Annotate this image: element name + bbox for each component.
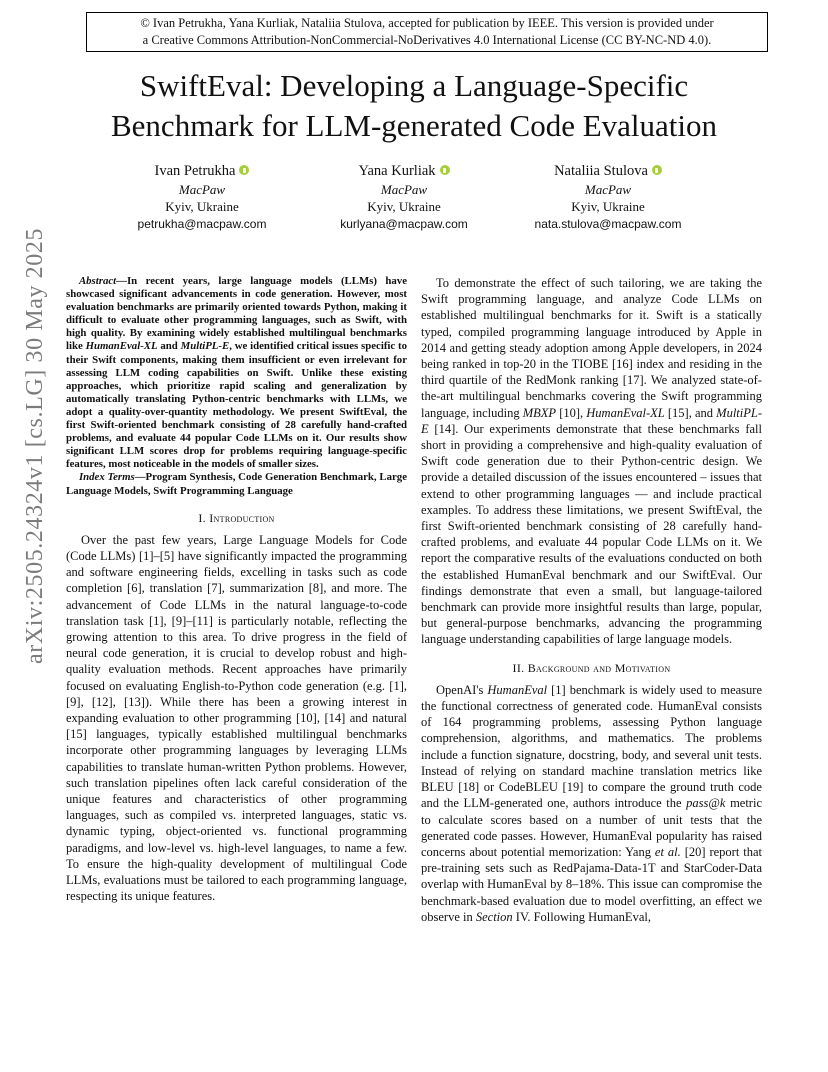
author-affiliation: MacPaw [380,181,428,197]
author-name: Ivan Petrukha [154,163,236,179]
section-heading-background: II. Background and Motivation [512,660,671,675]
title-line-1: SwiftEval: Developing a Language-Specific [139,68,689,103]
author-affiliation: MacPaw [584,181,632,197]
author-email[interactable]: nata.stulova@macpaw.com [534,216,682,231]
arxiv-identifier: arXiv:2505.24324v1 [cs.LG] 30 May 2025 [22,227,48,664]
license-line-2: a Creative Commons Attribution-NonCommercial-NoDerivatives 4.0 International License (CC BY-NC-ND 4.0). [142,33,712,47]
abstract-label: Abstract [78,275,117,287]
author-2 [304,162,504,233]
right-column [421,275,762,925]
title-line-2: Benchmark for LLM-generated Code Evaluation [111,108,717,143]
orcid-icon[interactable] [239,165,249,175]
intro-paragraph: Over the past few years, Large Language Models for Code (Code LLMs) [1]–[5] have significantly impacted the programming and software engineering fields, excelling in tasks such as code completion [6], translation [7], summarization [8], and more. The advancement of Code LLMs in the natural language-to-code translation task [1], [9]–[11] is particularly notable, reflecting the growing attention to this area. To drive progress in the field of neural code generation, it is crucial to develop robust and high-quality evaluation methods. Recent approaches have primarily focused on evaluating English-to-Python code generation (e.g. [1], [9], [12], [13]). While there has been a growing interest in expanding evaluation to other programming [10], [14] and natural [15] languages, typically established multilingual benchmarks incorporate other programming languages by leveraging LLMs capabilities to translate human-written Python problems. However, such translation pipelines often lack careful consideration of the unique features and characteristics of other programming languages, such as compiled vs. interpreted languages, static vs. dynamic typing, object-oriented vs. functional programming paradigms, and low-level vs. high-level languages, to name a few. To ensure the high-quality development of multilingual Code LLMs, evaluations must be tailored to each programming language, respecting its unique features. [66,532,407,904]
paper-title [0,66,828,146]
author-1 [102,162,302,233]
intro-paragraph-2: To demonstrate the effect of such tailoring, we are taking the Swift programming language, and analyze Code LLMs on established multilingual benchmarks for it. Swift is a statically typed, compiled programming language introduced by Apple in 2014 and getting steady adoption among Apple developers, in 2024 being ranked in top-20 in the TIOBE [16] index and residing in the third quartile of the RedMonk ranking [17]. We analyzed state-of-the-art multilingual benchmarks covering the Swift programming language, including MBXP [10], HumanEval-XL [15], and MultiPL-E [14]. Our experiments demonstrate that these benchmarks fall short in providing a comprehensive and high-quality evaluation of Swift code generation due to their Python-centric design. We provide a detailed discussion of the issues encountered – issues that extend to other programming languages — and include practical examples. To address these limitations, we present SwiftEval, the first Swift-oriented benchmark consisting of 28 carefully hand-crafted problems, and evaluate 44 popular Code LLMs on it. We report the comparative results of the evaluations conducted on both the established HumanEval benchmark and our SwiftEval. Our findings demonstrate that even a small, but language-tailored benchmark can provide more insightful results than large, popular, but general-purpose benchmarks, advancing the programming language understanding capabilities of large language models. [421,276,762,647]
orcid-icon[interactable] [652,165,662,175]
abstract [66,275,407,498]
author-email[interactable]: kurlyana@macpaw.com [340,216,468,231]
section-heading-introduction: I. Introduction [198,510,275,525]
author-affiliation: MacPaw [178,181,226,197]
license-notice [86,12,768,52]
orcid-icon[interactable] [440,165,450,175]
author-name: Nataliia Stulova [554,163,648,179]
index-terms-label: Index Terms [78,471,135,484]
background-paragraph: OpenAI's HumanEval [1] benchmark is widely used to measure the functional correctness of generated code. HumanEval consists of 164 programming problems, assessing Python language comprehension, algorithms, and mathematics. The problems include a function signature, docstring, body, and several unit tests. Instead of relying on standard machine translation metrics like BLEU [18] or CodeBLEU [19] to compare the ground truth code and the LLM-generated one, authors introduce the pass@k metric to calculate scores based on a number of unit tests that the generated code passes. However, HumanEval popularity has raised concerns about potential memorization: Yang et al. [20] report that pre-training sets such as RedPajama-Data-1T and StarCoder-Data overlap with HumanEval by 8–18%. This issue can compromise the benchmark-based evaluation due to model overfitting, an effect we observe in Section IV. Following HumanEval, [421,682,763,924]
author-email[interactable]: petrukha@macpaw.com [137,216,267,231]
abstract-paragraph: Abstract—In recent years, large language models (LLMs) have showcased significant advancements in code generation. However, most evaluation benchmarks are primarily oriented towards Python, making it difficult to evaluate other programming languages, such as Swift, with high quality. By examining widely established multilingual benchmarks like HumanEval-XL and MultiPL-E, we identified critical issues specific to their Swift components, making them insufficient or even irrelevant for assessing LLM coding capabilities on Swift. Unlike these existing approaches, which prioritize rapid scaling and generalization by automatically translating Python-centric benchmarks with LLMs, we adopt a quality-over-quantity methodology. We present SwiftEval, the first Swift-oriented benchmark consisting of 28 carefully hand-crafted problems, and evaluate 44 popular Code LLMs on it. Our results show significant LLM scores drop for problems requiring language-specific features, most noticeable in the models of smaller sizes. [66,275,408,471]
author-location: Kyiv, Ukraine [165,199,239,214]
author-location: Kyiv, Ukraine [571,199,645,214]
author-3 [508,162,708,233]
left-column [66,275,407,904]
author-location: Kyiv, Ukraine [367,199,441,214]
author-name: Yana Kurliak [358,163,436,179]
index-terms: Index Terms—Program Synthesis, Code Generation Benchmark, Large Language Models, Swift Programming Language [66,471,407,497]
license-line-1: © Ivan Petrukha, Yana Kurliak, Nataliia Stulova, accepted for publication by IEEE. This version is provided under [140,16,714,30]
